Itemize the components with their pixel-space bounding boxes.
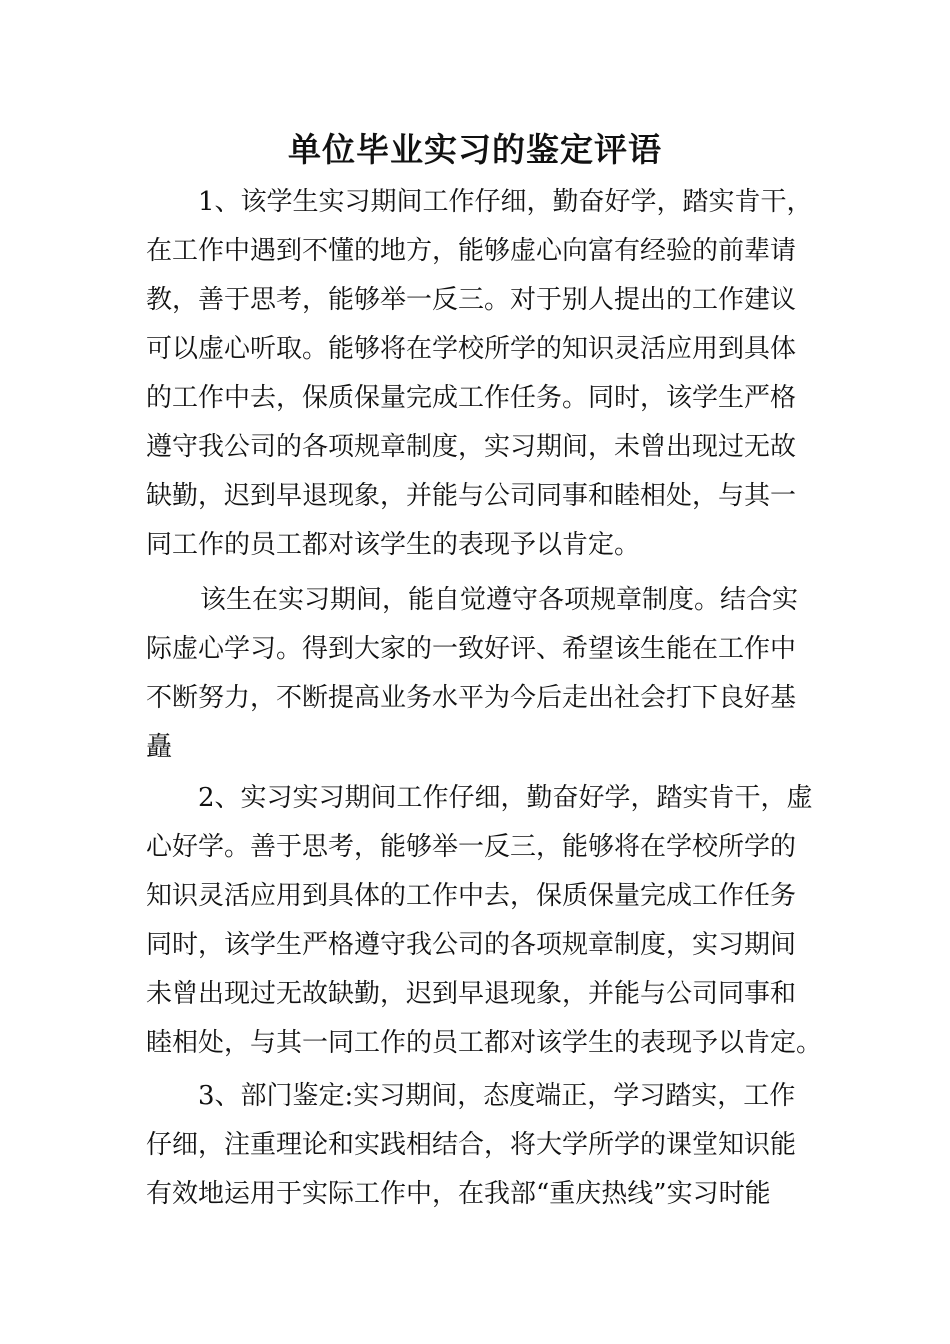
paragraph-1-line-3: 教，善于思考，能够举一反三。对于别人提出的工作建议 — [146, 285, 797, 315]
paragraph-3-line-6: 睦相处，与其一同工作的员工都对该学生的表现予以肯定。 — [146, 1028, 823, 1058]
document-title: 单位毕业实习的鉴定评语 — [288, 130, 662, 169]
paragraph-2-line-3: 不断努力，不断提高业务水平为今后走出社会打下良好基 — [146, 683, 797, 713]
paragraph-1-line-8: 同工作的员工都对该学生的表现予以肯定。 — [146, 530, 641, 560]
paragraph-2-line-2: 际虚心学习。得到大家的一致好评、希望该生能在工作中 — [146, 634, 797, 664]
paragraph-3-line-1: 2、实习实习期间工作仔细，勤奋好学，踏实肯干，虚 — [198, 783, 813, 813]
paragraph-3-line-5: 未曾出现过无故缺勤，迟到早退现象，并能与公司同事和 — [146, 979, 797, 1009]
paragraph-4-line-1: 3、部门鉴定:实习期间，态度端正，学习踏实，工作 — [198, 1081, 796, 1111]
paragraph-2-line-4: 矗 — [146, 732, 173, 762]
paragraph-4-line-3: 有效地运用于实际工作中，在我部“重庆热线”实习时能 — [146, 1179, 771, 1209]
paragraph-1-line-1: 1、该学生实习期间工作仔细，勤奋好学，踏实肯干， — [198, 187, 813, 217]
paragraph-4-line-2: 仔细，注重理论和实践相结合，将大学所学的课堂知识能 — [146, 1130, 797, 1160]
paragraph-1-line-2: 在工作中遇到不懂的地方，能够虚心向富有经验的前辈请 — [146, 236, 797, 266]
paragraph-3-line-2: 心好学。善于思考，能够举一反三，能够将在学校所学的 — [146, 832, 797, 862]
paragraph-2-line-1: 该生在实习期间，能自觉遵守各项规章制度。结合实 — [200, 585, 799, 615]
paragraph-3-line-3: 知识灵活应用到具体的工作中去，保质保量完成工作任务 — [146, 881, 797, 911]
paragraph-1-line-5: 的工作中去，保质保量完成工作任务。同时，该学生严格 — [146, 383, 797, 413]
paragraph-3-line-4: 同时，该学生严格遵守我公司的各项规章制度，实习期间 — [146, 930, 797, 960]
paragraph-1-line-6: 遵守我公司的各项规章制度，实习期间，未曾出现过无故 — [146, 432, 797, 462]
paragraph-1-line-4: 可以虚心听取。能够将在学校所学的知识灵活应用到具体 — [146, 334, 797, 364]
paragraph-1-line-7: 缺勤，迟到早退现象，并能与公司同事和睦相处，与其一 — [146, 481, 797, 511]
